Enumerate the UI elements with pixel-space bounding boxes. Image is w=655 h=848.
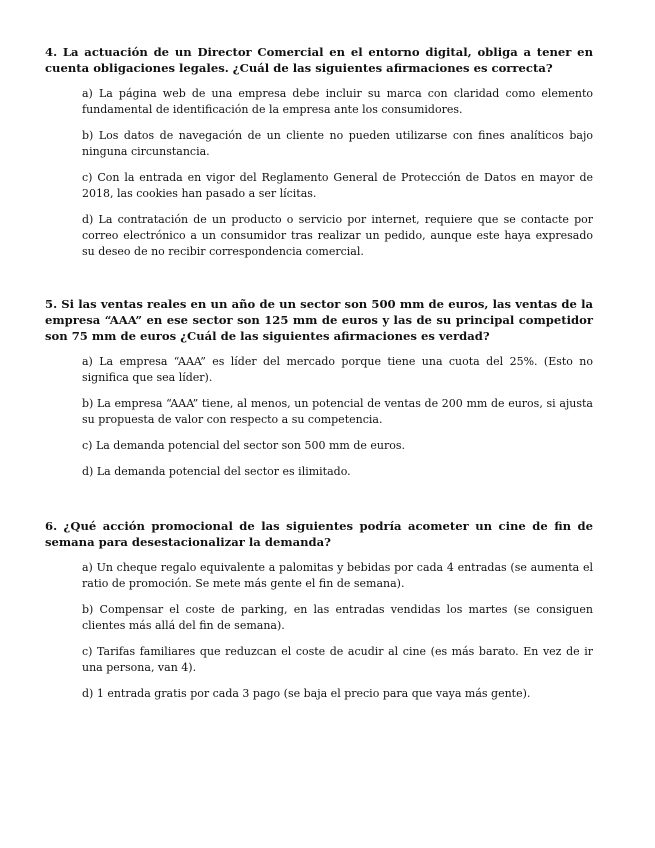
answer-options <box>45 560 593 702</box>
answer-option-d: d) 1 entrada gratis por cada 3 pago (se baja el precio para que vaya más gente). <box>82 687 531 700</box>
answer-option-b: b) Los datos de navegación de un cliente no pueden utilizarse con fines analíticos bajo ninguna circunstancia. <box>82 129 593 158</box>
answer-option-c: c) Con la entrada en vigor del Reglamento General de Protección de Datos en mayor de 2018, las cookies han pasado a ser lícitas. <box>82 171 593 200</box>
answer-option-b: b) La empresa “AAA” tiene, al menos, un potencial de ventas de 200 mm de euros, si ajusta su propuesta de valor con respecto a su competencia. <box>82 397 593 426</box>
answer-option-a: a) Un cheque regalo equivalente a palomitas y bebidas por cada 4 entradas (se aumenta el ratio de promoción. Se mete más gente el fin de semana). <box>82 561 593 590</box>
answer-option-d: d) La demanda potencial del sector es ilimitado. <box>82 465 351 478</box>
answer-option-d: d) La contratación de un producto o servicio por internet, requiere que se contacte por correo electrónico a un consumidor tras realizar un pedido, aunque este haya expresado su deseo de no recibir correspondencia comercial. <box>82 213 593 258</box>
question-6 <box>45 518 593 702</box>
answer-options <box>45 86 593 260</box>
question-title: 4. La actuación de un Director Comercial en el entorno digital, obliga a tener en cuenta obligaciones legales. ¿Cuál de las siguientes afirmaciones es correcta? <box>45 45 593 75</box>
answer-option-b: b) Compensar el coste de parking, en las entradas vendidas los martes (se consiguen clientes más allá del fin de semana). <box>82 603 593 632</box>
answer-option-c: c) La demanda potencial del sector son 500 mm de euros. <box>82 439 406 452</box>
question-title: 6. ¿Qué acción promocional de las siguientes podría acometer un cine de fin de semana para desestacionalizar la demanda? <box>45 519 593 549</box>
question-title: 5. Si las ventas reales en un año de un sector son 500 mm de euros, las ventas de la empresa “AAA” en ese sector son 125 mm de euros y las de su principal competidor son 75 mm de euros ¿Cuál de las siguientes afirmaciones es verdad? <box>45 297 593 343</box>
answer-option-c: c) Tarifas familiares que reduzcan el coste de acudir al cine (es más barato. En vez de ir una persona, van 4). <box>82 645 593 674</box>
question-4 <box>45 44 593 260</box>
answer-options <box>45 354 593 480</box>
answer-option-a: a) La página web de una empresa debe incluir su marca con claridad como elemento fundamental de identificación de la empresa ante los consumidores. <box>82 87 593 116</box>
answer-option-a: a) La empresa “AAA” es líder del mercado porque tiene una cuota del 25%. (Esto no significa que sea líder). <box>82 355 593 384</box>
question-5 <box>45 296 593 480</box>
